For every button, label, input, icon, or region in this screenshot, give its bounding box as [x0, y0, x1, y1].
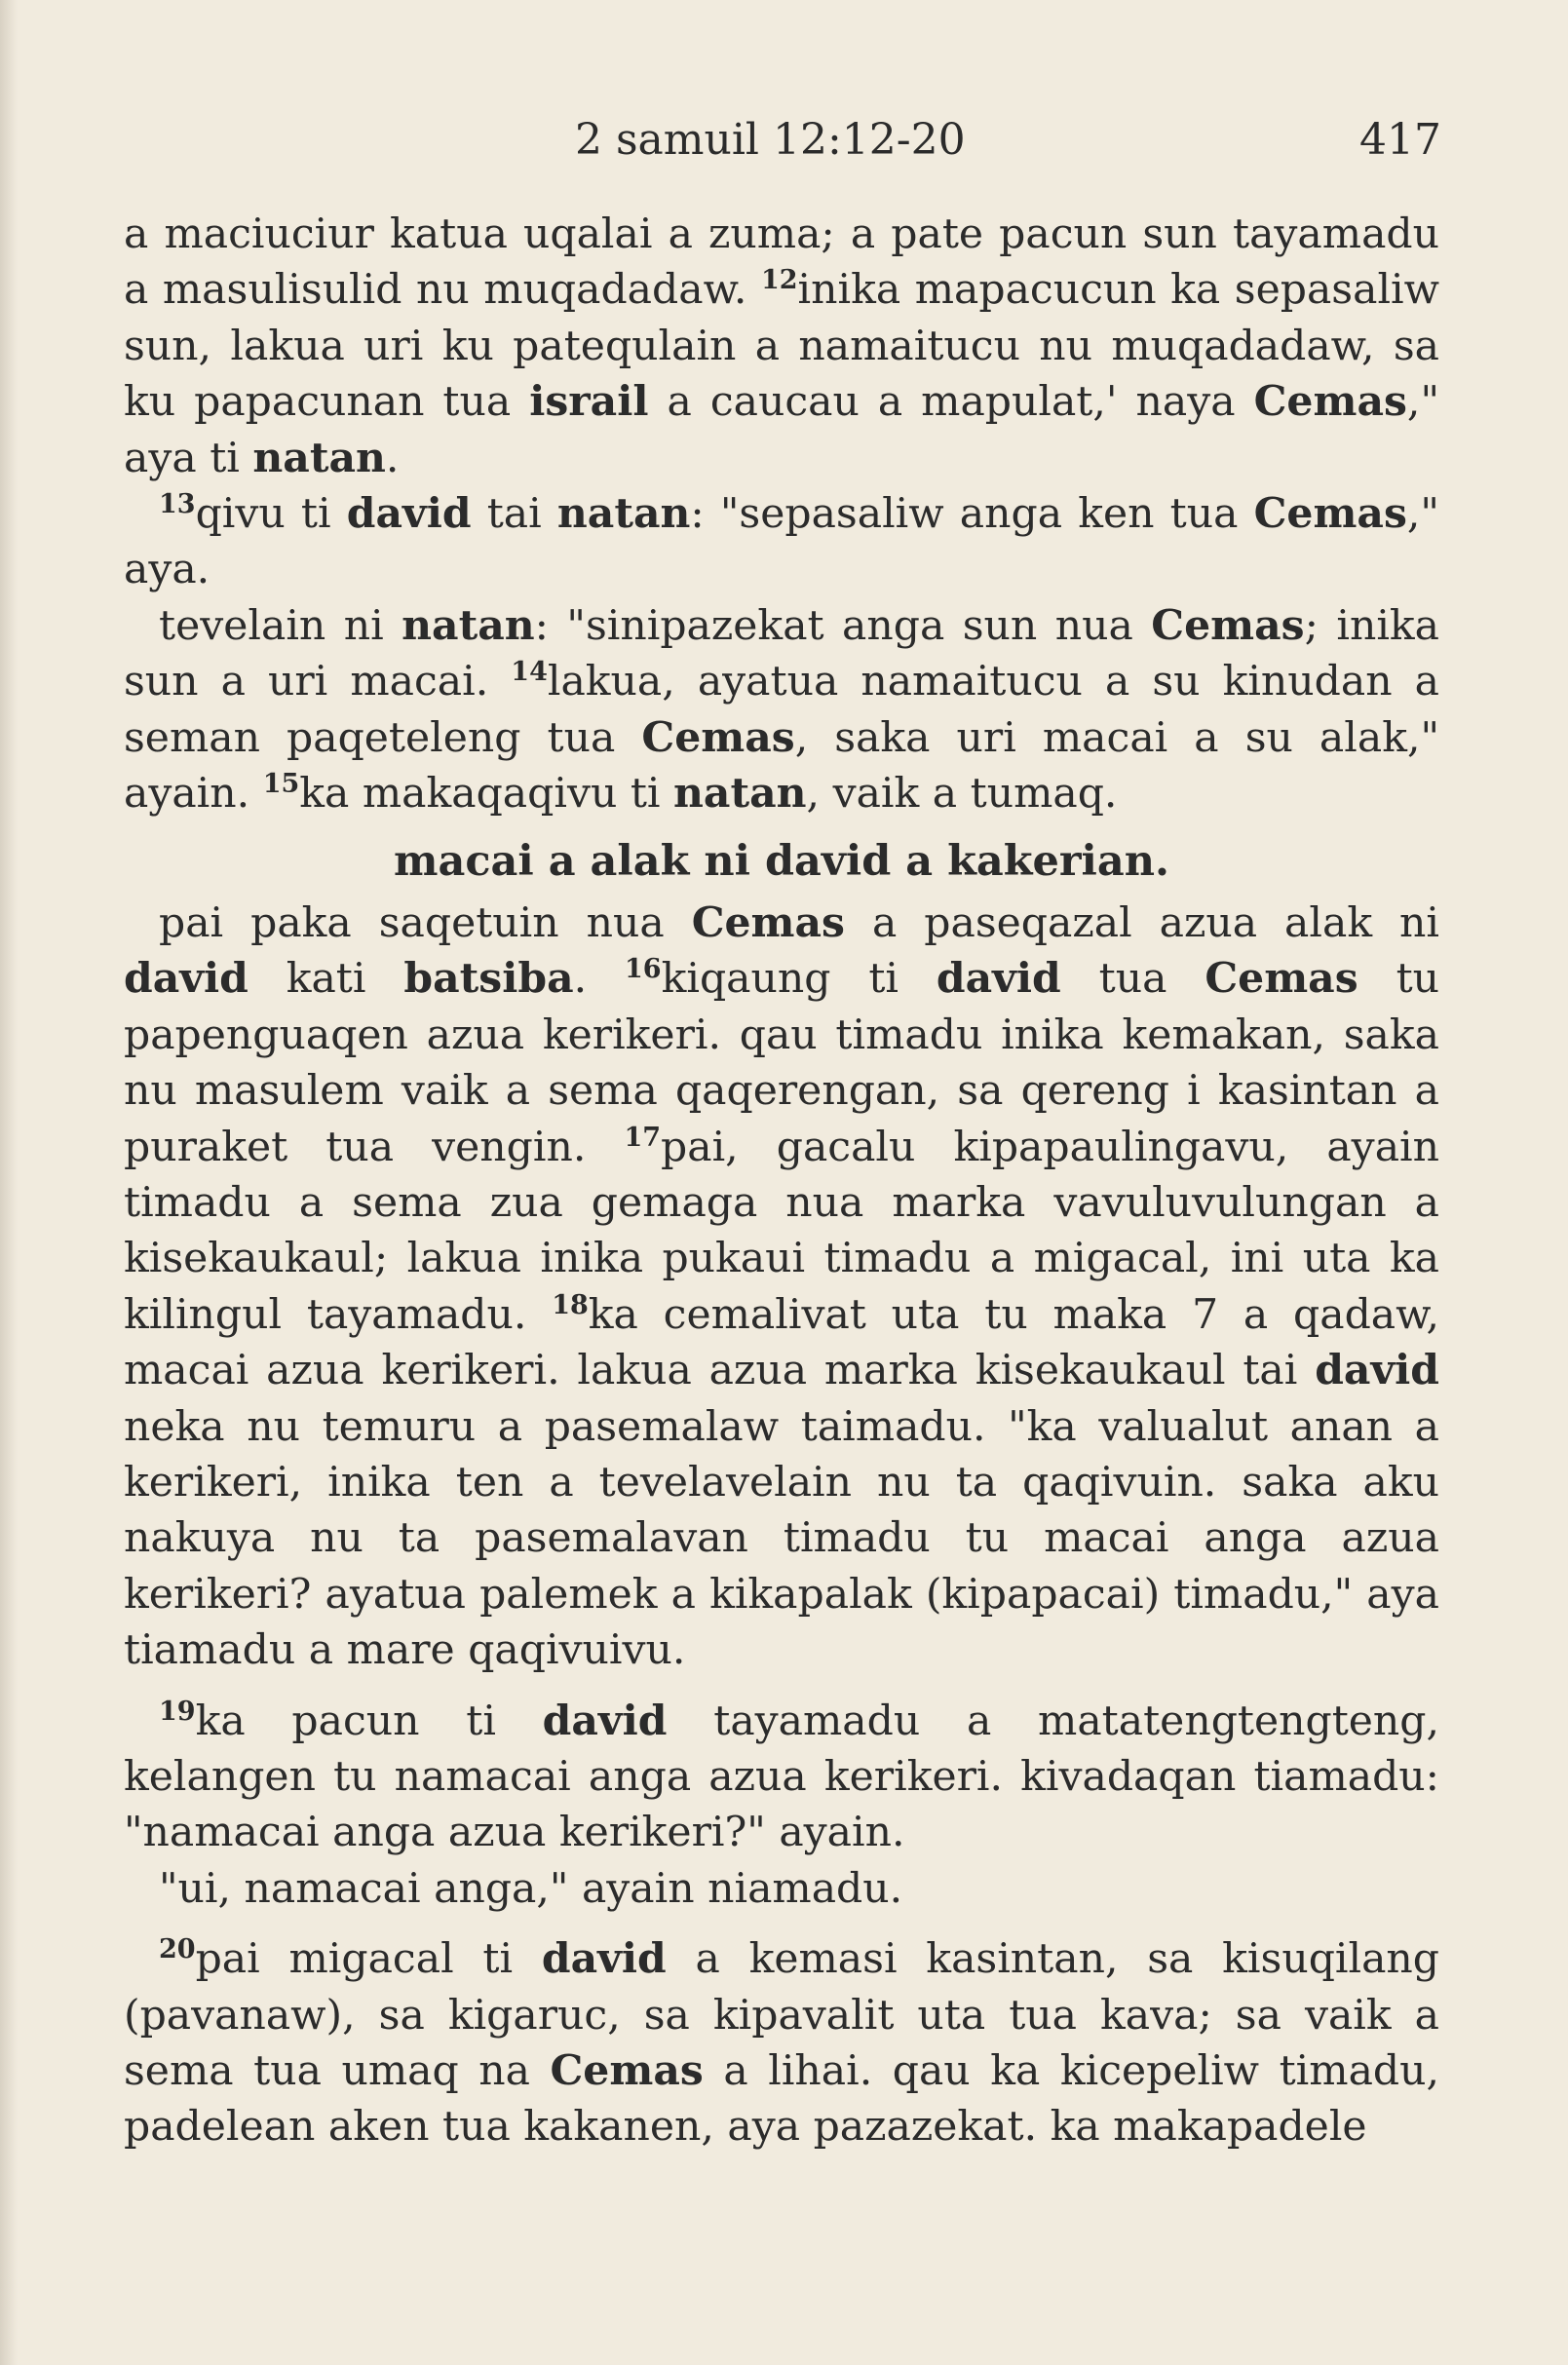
- proper-name: Cemas: [1151, 600, 1305, 650]
- text-run: qivu ti: [195, 490, 331, 539]
- section-heading: macai a alak ni david a kakerian.: [394, 837, 1169, 887]
- scripture-text: [124, 207, 1439, 2155]
- paragraph-reply: [124, 1861, 1439, 1917]
- text-run: ka pacun ti: [195, 1697, 496, 1745]
- verse-number: 20: [159, 1934, 196, 1965]
- proper-name: batsiba: [403, 954, 574, 1004]
- text-run: tua: [1098, 955, 1167, 1004]
- text-run: inika mapacucun ka sepasaliw sun, lakua uri ku patequlain a namaitucu nu muqadadaw, sa ku papacunan tua: [124, 266, 1440, 427]
- proper-name: david: [1315, 1346, 1440, 1395]
- text-run: kati: [286, 955, 366, 1004]
- text-run: a paseqazal azua alak ni: [871, 898, 1440, 947]
- proper-name: david: [542, 1696, 668, 1745]
- proper-name: natan: [252, 433, 386, 482]
- text-run: tu papenguaqen azua kerikeri. qau timadu inika kemakan, saka nu masulem vaik a sema qaqerengan, sa qereng i kasintan a puraket tua vengin.: [124, 955, 1440, 1171]
- proper-name: Cemas: [641, 712, 795, 762]
- text-run: : "sinipazekat anga sun nua: [534, 601, 1133, 650]
- verse-number: 14: [511, 657, 548, 688]
- paragraph-verse-13: [124, 486, 1439, 598]
- paragraph-verse-14-15: [124, 598, 1439, 822]
- text-run: "ui, namacai anga," ayain niamadu.: [159, 1864, 903, 1913]
- text-run: tai: [486, 490, 542, 539]
- running-header-title: 2 samuil 12:12-20: [575, 115, 966, 165]
- proper-name: david: [541, 1934, 667, 1984]
- page-number: 417: [1359, 115, 1441, 165]
- text-run: : "sepasaliw anga ken tua: [690, 490, 1239, 539]
- text-run: a kemasi kasintan, sa kisuqilang (pavanaw), sa kigaruc, sa kipavalit uta tua kava; sa vaik a sema tua umaq na: [124, 1935, 1440, 2095]
- proper-name: Cemas: [691, 897, 845, 947]
- text-run: ka makaqaqivu ti: [299, 770, 661, 819]
- proper-name: Cemas: [1253, 377, 1407, 427]
- verse-number: 18: [552, 1289, 589, 1320]
- paragraph-verse-20: [124, 1931, 1439, 2155]
- text-run: a maciuciur katua uqalai a zuma; a pate pacun sun tayamadu a masulisulid nu muqadadaw.: [124, 210, 1439, 315]
- text-run: tayamadu a matatengtengteng, kelangen tu namacai anga azua kerikeri. kivadaqan tiamadu: "namacai anga azua kerikeri?" ayain.: [124, 1697, 1440, 1857]
- proper-name: david: [124, 954, 249, 1004]
- proper-name: Cemas: [1253, 489, 1407, 539]
- paragraph-verse-12: a maciuciur katua uqalai a zuma; a pate pacun sun tayamadu a masulisulid nu muqadadaw. $^{12}$inika mapacucun ka sepasaliw sun, lakua uri ku patequlain a namaitucu nu muqadadaw, sa ku papacunan tua israil a caucau a mapulat,' naya Cemas," aya ti natan.: [124, 210, 1440, 482]
- proper-name: israil: [529, 377, 649, 427]
- text-run: tevelain ni: [159, 601, 384, 650]
- text-run: lakua, ayatua namaitucu a su kinudan a seman paqeteleng tua: [124, 658, 1439, 762]
- proper-name: david: [346, 489, 472, 539]
- text-run: , saka uri macai a su alak," ayain.: [124, 713, 1440, 819]
- proper-name: natan: [402, 600, 535, 650]
- text-run: neka nu temuru a pasemalaw taimadu. "ka valualut anan a kerikeri, inika ten a tevelavelain nu ta qaqivuin. saka aku nakuya nu ta pasemalavan timadu tu macai anga azua kerikeri? ayatua palemek a kikapalak (kipapacai) timadu," aya tiamadu a mare qaqivuivu.: [124, 1402, 1439, 1675]
- proper-name: Cemas: [550, 2046, 704, 2095]
- verse-number: 13: [159, 489, 196, 520]
- paragraph-verse-16-18: pai paka saqetuin nua Cemas a paseqazal azua alak ni david kati batsiba. $^{16}$kiqaung ti david tua Cemas tu papenguaqen azua kerikeri. qau timadu inika kemakan, saka nu masulem vaik a sema qaqerengan, sa qereng i kasintan a puraket tua vengin. $^{17}$pai, gacalu kipapaulingavu, ayain timadu a sema zua gemaga nua marka vavuluvulungan a kisekaukaul; lakua inika pukaui timadu a migacal, ini uta ka kilingul tayamadu. $^{18}$ka cemalivat uta tu maka 7 a qadaw, macai azua kerikeri. lakua azua marka kisekaukaul tai david neka nu temuru a pasemalaw taimadu. "ka valualut anan a kerikeri, inika ten a tevelavelain nu ta qaqivuin. saka aku nakuya nu ta pasemalavan timadu tu macai anga azua kerikeri? ayatua palemek a kikapalak (kipapacai) timadu," aya tiamadu a mare qaqivuivu.: [124, 897, 1440, 1675]
- text-run: kiqaung ti: [661, 955, 899, 1004]
- text-run: " aya ti: [124, 378, 1439, 482]
- verse-number: 12: [760, 265, 798, 296]
- proper-name: Cemas: [1205, 954, 1358, 1004]
- verse-number: 17: [624, 1122, 662, 1153]
- proper-name: natan: [673, 769, 807, 819]
- proper-name: david: [936, 954, 1061, 1004]
- text-run: pai paka saqetuin nua: [159, 898, 665, 947]
- page-header: [575, 115, 1441, 173]
- text-run: ," aya.: [124, 490, 1439, 594]
- text-run: ka cemalivat uta tu maka 7 a qadaw, macai azua kerikeri. lakua azua marka kisekaukaul tai: [124, 1290, 1439, 1395]
- text-run: a lihai. qau ka kicepeliw timadu, padelean aken tua kakanen, aya pazazekat. ka makapadele: [124, 2047, 1439, 2152]
- proper-name: natan: [556, 489, 691, 539]
- verse-number: 19: [159, 1696, 196, 1727]
- text-run: pai, gacalu kipapaulingavu, ayain timadu a sema zua gemaga nua marka vavuluvulungan a kisekaukaul; lakua inika pukaui timadu a migacal, ini uta ka kilingul tayamadu.: [124, 1123, 1439, 1339]
- text-run: pai migacal ti: [195, 1935, 514, 1984]
- text-run: a caucau a mapulat,' naya: [667, 378, 1236, 427]
- verse-number: 16: [625, 954, 662, 985]
- text-run: ; inika sun a uri macai.: [124, 601, 1440, 706]
- paragraph-verse-19: [124, 1694, 1439, 1861]
- page-edge-shadow: [0, 0, 18, 2365]
- verse-number: 15: [262, 769, 300, 800]
- text-run: , vaik a tumaq.: [806, 770, 1118, 819]
